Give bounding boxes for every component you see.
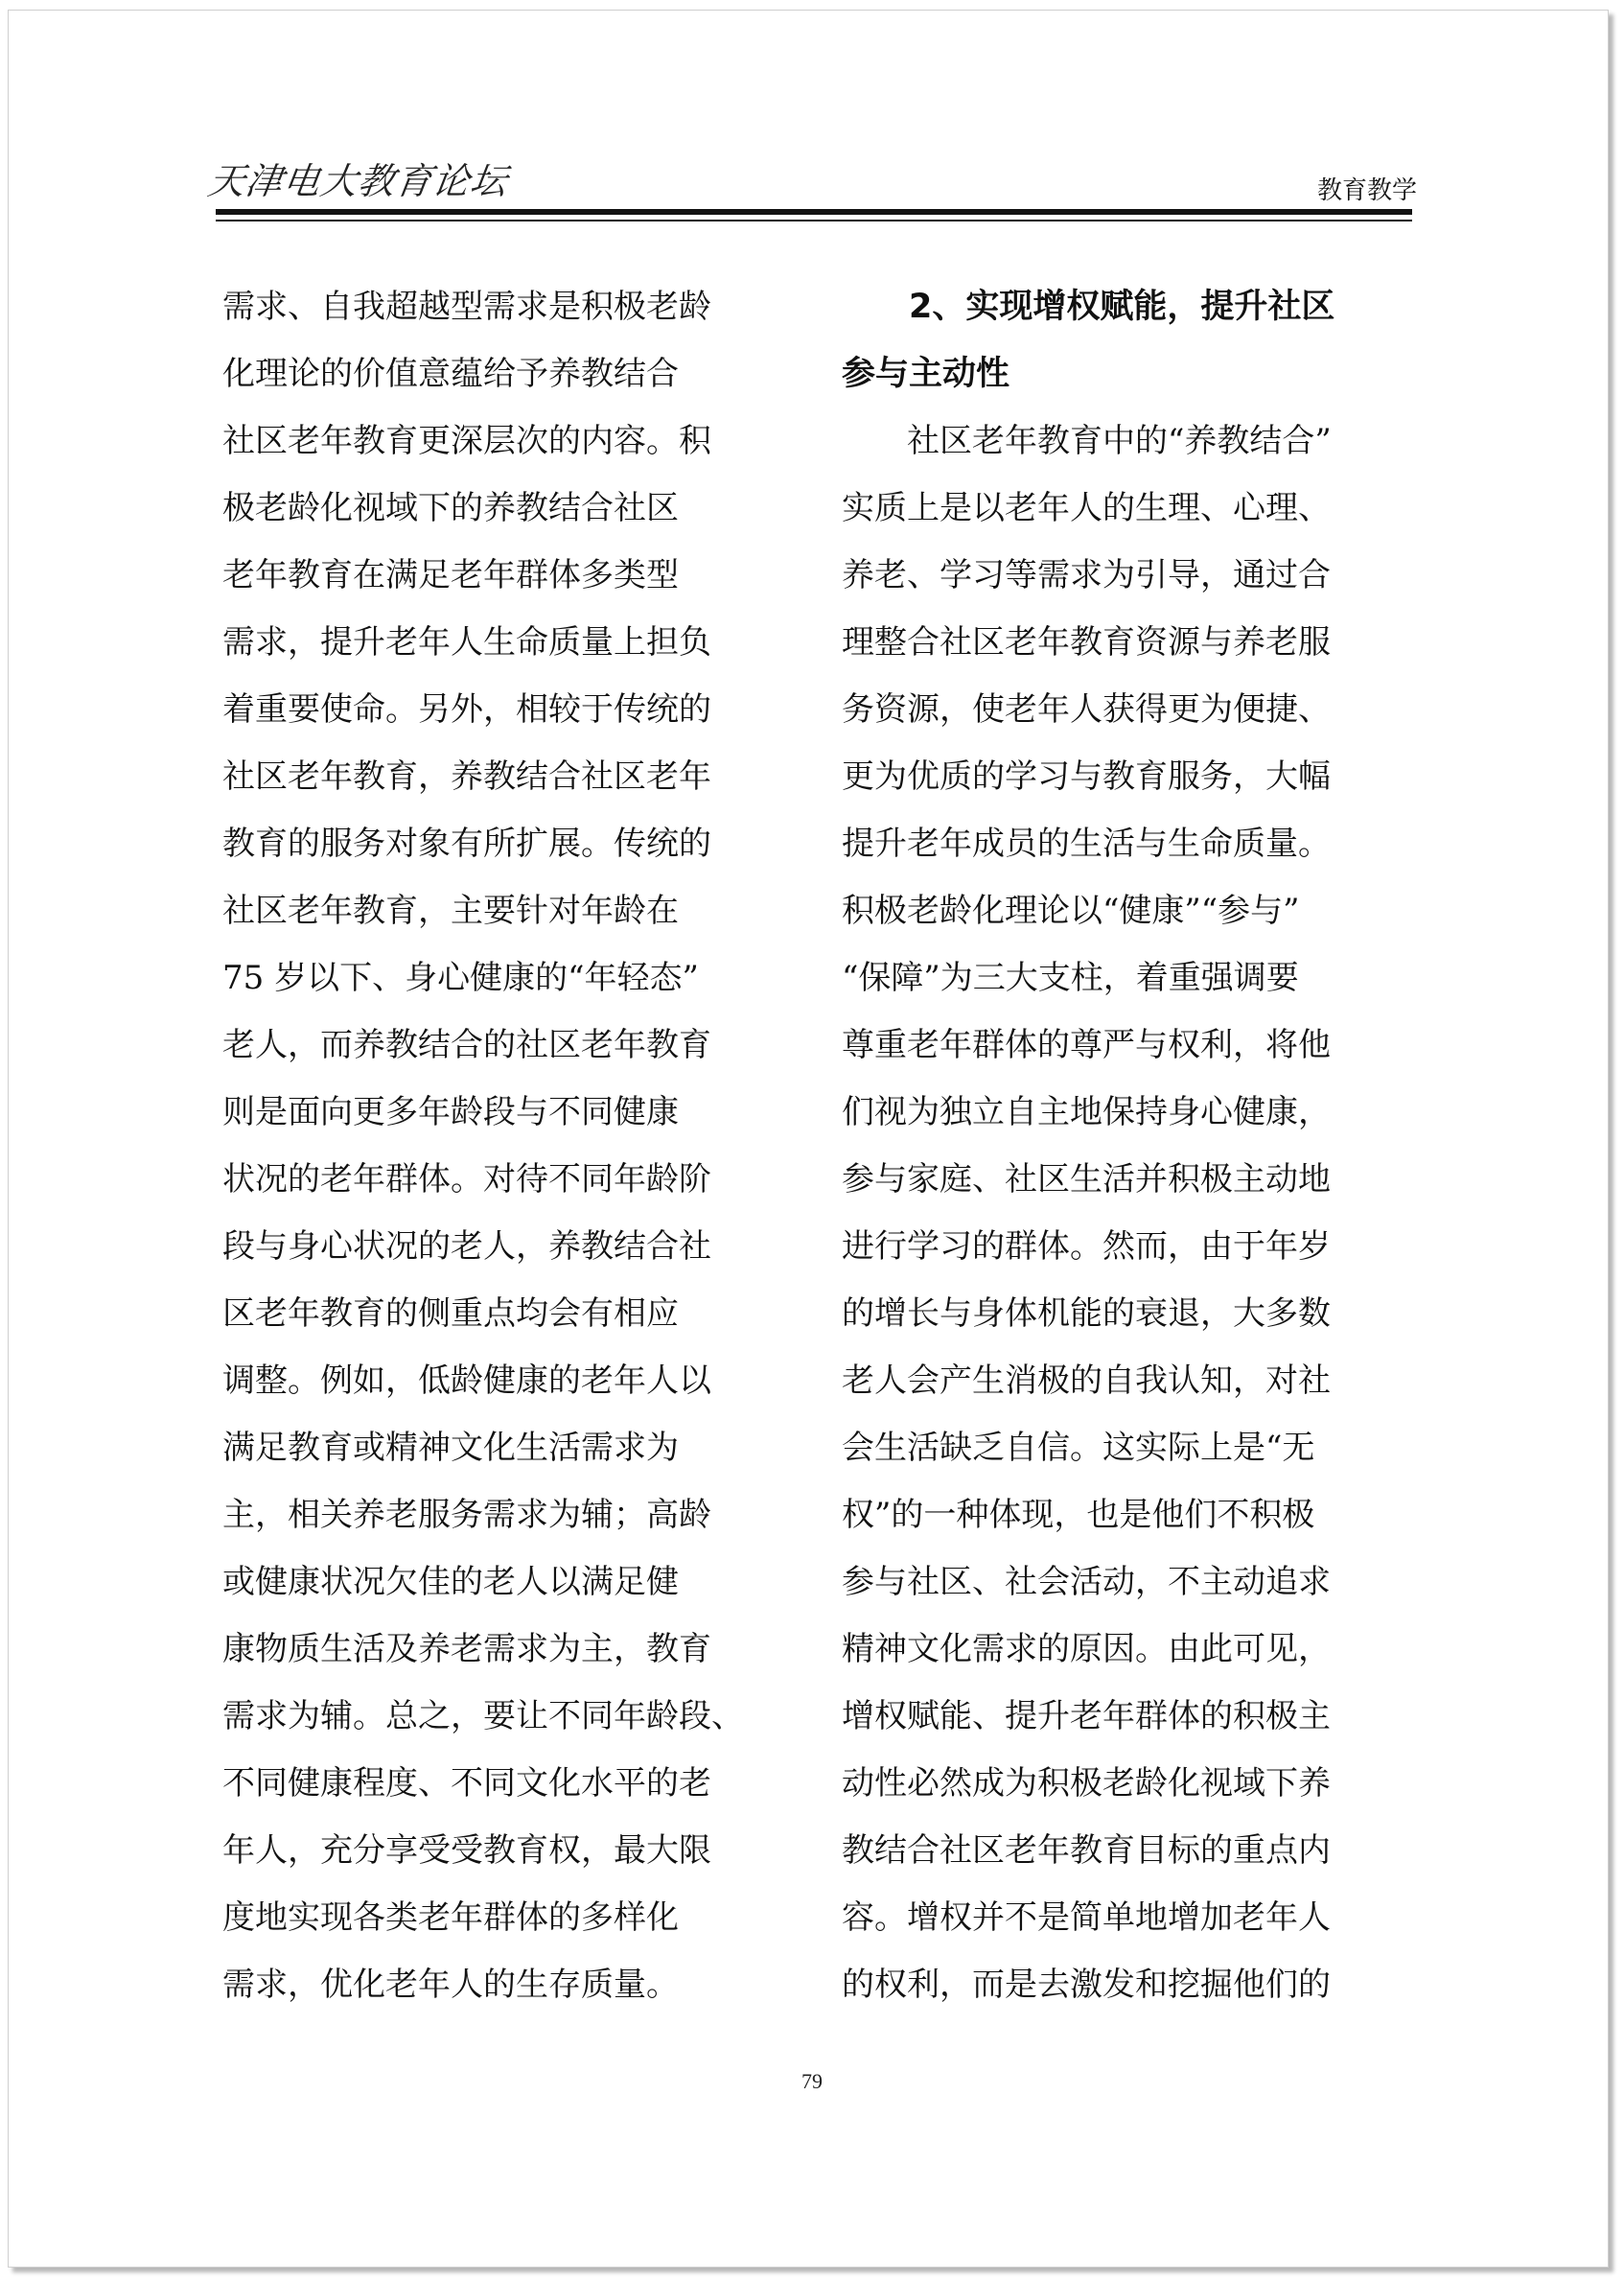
section-heading: 2、实现增权赋能，提升社区 [842,288,1335,326]
right-line: 务资源，使老年人获得更为便捷、 [842,690,1331,729]
right-line: 会生活缺乏自信。这实际上是“无 [842,1429,1315,1467]
right-line: 动性必然成为积极老龄化视域下养 [842,1764,1331,1803]
right-line: 提升老年成员的生活与生命质量。 [842,825,1331,863]
right-line: 的权利，而是去激发和挖掘他们的 [842,1966,1331,2004]
left-line: 老年教育在满足老年群体多类型 [222,556,679,594]
right-line: 参与家庭、社区生活并积极主动地 [842,1160,1331,1199]
right-line: 增权赋能、提升老年群体的积极主 [842,1697,1331,1735]
left-line: 满足教育或精神文化生活需求为 [222,1429,679,1467]
right-line: “保障”为三大支柱，着重强调要 [842,959,1299,997]
left-line: 或健康状况欠佳的老人以满足健 [222,1563,679,1601]
left-line: 社区老年教育，养教结合社区老年 [222,757,711,796]
right-line: 积极老龄化理论以“健康”“参与” [842,892,1300,930]
right-column [842,273,1417,2018]
left-line: 教育的服务对象有所扩展。传统的 [222,825,711,863]
left-line: 康物质生活及养老需求为主，教育 [222,1630,711,1668]
left-line: 社区老年教育，主要针对年龄在 [222,892,679,930]
right-line: 权”的一种体现，也是他们不积极 [842,1496,1315,1534]
journal-title-logo: 天津电大教育论坛 [205,160,511,202]
right-line: 更为优质的学习与教育服务，大幅 [842,757,1331,796]
left-line: 需求，提升老年人生命质量上担负 [222,623,711,662]
left-line: 调整。例如，低龄健康的老年人以 [222,1362,711,1400]
left-line: 则是面向更多年龄段与不同健康 [222,1093,679,1131]
left-line: 需求、自我超越型需求是积极老龄 [222,288,711,326]
section-label: 教育教学 [1316,176,1417,205]
left-line: 极老龄化视域下的养教结合社区 [222,489,679,527]
right-line: 精神文化需求的原因。由此可见， [842,1630,1331,1668]
right-line: 容。增权并不是简单地增加老年人 [842,1898,1331,1937]
right-line: 老人会产生消极的自我认知，对社 [842,1362,1331,1400]
left-line: 主，相关养老服务需求为辅；高龄 [222,1496,711,1534]
left-line: 区老年教育的侧重点均会有相应 [222,1294,679,1333]
left-line: 化理论的价值意蕴给予养教结合 [222,355,679,393]
right-line: 社区老年教育中的“养教结合” [842,422,1332,460]
left-line: 社区老年教育更深层次的内容。积 [222,422,711,460]
left-line: 段与身心状况的老人，养教结合社 [222,1227,711,1266]
right-line: 理整合社区老年教育资源与养老服 [842,623,1331,662]
header-rule-thick [216,209,1412,215]
left-line: 需求，优化老年人的生存质量。 [222,1966,679,2004]
left-line: 不同健康程度、不同文化水平的老 [222,1764,711,1803]
right-line: 实质上是以老年人的生理、心理、 [842,489,1331,527]
right-line: 的增长与身体机能的衰退，大多数 [842,1294,1331,1333]
left-line: 度地实现各类老年群体的多样化 [222,1898,679,1937]
right-line: 们视为独立自主地保持身心健康， [842,1093,1331,1131]
right-line: 教结合社区老年教育目标的重点内 [842,1831,1331,1870]
left-column [222,273,773,2018]
right-line: 尊重老年群体的尊严与权利，将他 [842,1026,1331,1064]
section-heading: 参与主动性 [842,355,1010,393]
page-number: 79 [801,2069,823,2093]
right-line: 养老、学习等需求为引导，通过合 [842,556,1331,594]
right-line: 进行学习的群体。然而，由于年岁 [842,1227,1331,1266]
right-line: 参与社区、社会活动，不主动追求 [842,1563,1331,1601]
left-line: 需求为辅。总之，要让不同年龄段、 [222,1697,744,1735]
header-rule-thin [216,220,1412,221]
left-line: 老人，而养教结合的社区老年教育 [222,1026,711,1064]
left-line: 状况的老年群体。对待不同年龄阶 [222,1160,711,1199]
left-line: 着重要使命。另外，相较于传统的 [222,690,711,729]
left-line: 75 岁以下、身心健康的“年轻态” [222,959,699,997]
left-line: 年人，充分享受受教育权，最大限 [222,1831,711,1870]
